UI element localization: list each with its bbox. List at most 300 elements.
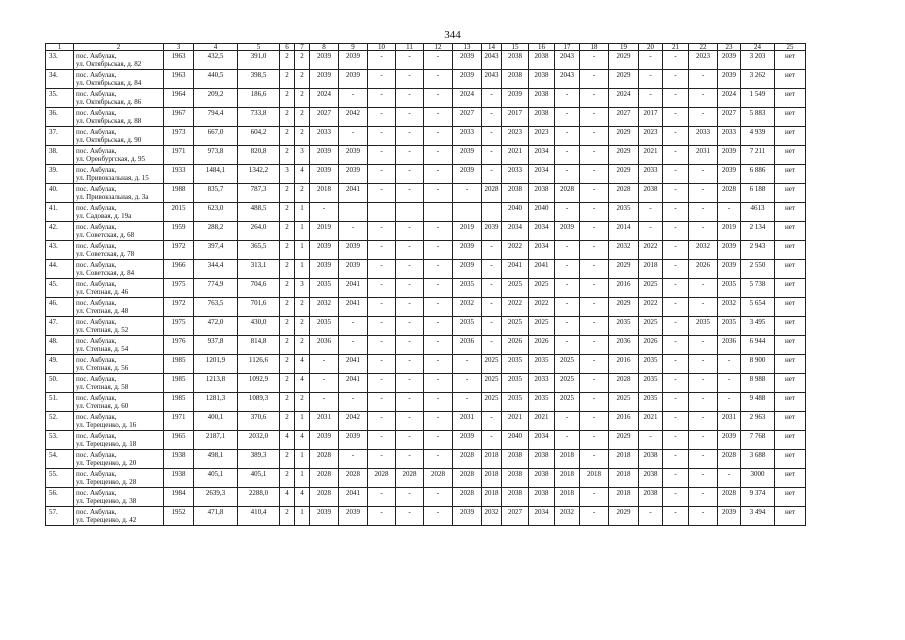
table-cell: 2039 (453, 241, 482, 260)
table-cell: 4 (295, 374, 310, 393)
address-cell: пос. Акбулак, ул. Оренбургская, д. 95 (74, 146, 164, 165)
table-cell: - (396, 184, 424, 203)
table-cell: - (396, 298, 424, 317)
table-cell: 2039 (718, 431, 741, 450)
table-cell: - (310, 355, 339, 374)
table-cell: 2038 (529, 51, 555, 70)
table-cell: 2029 (609, 431, 639, 450)
table-cell: 2035 (453, 279, 482, 298)
table-cell: нет (775, 222, 806, 241)
table-cell: 973,8 (194, 146, 238, 165)
column-number-cell: 9 (339, 44, 368, 51)
table-cell: - (663, 507, 689, 526)
table-cell: 2043 (482, 70, 502, 89)
table-cell: 2027 (310, 108, 339, 127)
table-row (46, 298, 806, 317)
table-cell: - (424, 127, 453, 146)
address-cell: пос. Акбулак, ул. Степная, д. 52 (74, 317, 164, 336)
table-cell: 3 (295, 279, 310, 298)
table-cell: 2028 (453, 488, 482, 507)
table-cell: 1938 (164, 450, 194, 469)
table-cell: 2029 (609, 165, 639, 184)
table-cell: 2 (295, 184, 310, 203)
row-number-cell: 53. (46, 431, 74, 450)
table-cell: 2 (295, 51, 310, 70)
table-cell: 9 488 (741, 393, 775, 412)
address-cell: пос. Акбулак, ул. Степная, д. 58 (74, 374, 164, 393)
table-cell: 2039 (555, 222, 580, 241)
address-cell: пос. Акбулак, ул. Степная, д. 48 (74, 298, 164, 317)
table-cell: 3 688 (741, 450, 775, 469)
table-cell: 2018 (609, 450, 639, 469)
table-cell: 2029 (609, 507, 639, 526)
table-cell: 288,2 (194, 222, 238, 241)
table-cell: 2027 (609, 108, 639, 127)
table-cell: - (555, 279, 580, 298)
table-cell: 1963 (164, 51, 194, 70)
address-cell: пос. Акбулак, ул. Советская, д. 78 (74, 241, 164, 260)
table-cell: - (396, 51, 424, 70)
row-number-cell: 54. (46, 450, 74, 469)
table-cell: 2 (295, 89, 310, 108)
table-cell: нет (775, 507, 806, 526)
table-cell: 2028 (424, 469, 453, 488)
table-cell: нет (775, 279, 806, 298)
table-cell: - (396, 165, 424, 184)
address-cell: пос. Акбулак, ул. Октябрьская, д. 84 (74, 70, 164, 89)
table-cell: 2039 (310, 260, 339, 279)
table-cell: нет (775, 450, 806, 469)
table-cell: - (580, 393, 609, 412)
table-cell: 2025 (502, 279, 529, 298)
table-cell: 2028 (310, 488, 339, 507)
table-cell: 2017 (502, 108, 529, 127)
table-cell: - (580, 127, 609, 146)
table-row (46, 488, 806, 507)
table-cell: - (663, 450, 689, 469)
table-cell: 2288,0 (238, 488, 280, 507)
table-cell: 2036 (718, 336, 741, 355)
table-cell: - (424, 108, 453, 127)
table-row (46, 393, 806, 412)
table-cell: 498,1 (194, 450, 238, 469)
table-cell: - (689, 450, 718, 469)
table-cell: 2038 (639, 184, 663, 203)
table-cell: - (663, 203, 689, 222)
table-cell: 2035 (718, 279, 741, 298)
table-cell: нет (775, 184, 806, 203)
table-cell: - (368, 336, 396, 355)
table-cell: 2041 (339, 184, 368, 203)
table-cell: - (580, 146, 609, 165)
table-cell: - (718, 374, 741, 393)
table-cell: - (368, 298, 396, 317)
table-cell: 2 (295, 127, 310, 146)
table-row (46, 260, 806, 279)
table-cell: 1201,9 (194, 355, 238, 374)
table-cell: 2034 (529, 146, 555, 165)
table-cell: - (689, 184, 718, 203)
table-cell: 432,5 (194, 51, 238, 70)
table-cell: 2018 (310, 184, 339, 203)
table-cell: 1975 (164, 317, 194, 336)
table-cell: - (639, 431, 663, 450)
table-cell: 2034 (529, 241, 555, 260)
address-cell: пос. Акбулак, ул. Терещенко, д. 16 (74, 412, 164, 431)
address-cell: пос. Акбулак, ул. Советская, д. 84 (74, 260, 164, 279)
table-cell: 814,8 (238, 336, 280, 355)
table-cell: 488,5 (238, 203, 280, 222)
table-cell: 2023 (689, 51, 718, 70)
table-cell: 2 (280, 355, 295, 374)
table-cell: 2 (280, 51, 295, 70)
column-number-cell: 10 (368, 44, 396, 51)
column-number-cell: 21 (663, 44, 689, 51)
table-cell: 2039 (310, 241, 339, 260)
table-cell: - (424, 241, 453, 260)
table-cell: нет (775, 165, 806, 184)
table-cell: 4 939 (741, 127, 775, 146)
table-cell: 1933 (164, 165, 194, 184)
table-cell: 1 (295, 507, 310, 526)
table-cell: - (689, 336, 718, 355)
table-cell: - (368, 241, 396, 260)
table-cell: 2 (295, 108, 310, 127)
table-cell: 2033 (718, 127, 741, 146)
table-cell: - (663, 355, 689, 374)
table-cell: 2023 (529, 127, 555, 146)
table-cell: 2035 (689, 317, 718, 336)
table-cell: 2025 (639, 317, 663, 336)
table-cell: 2025 (482, 355, 502, 374)
address-cell: пос. Акбулак, ул. Советская, д. 68 (74, 222, 164, 241)
table-cell: 1964 (164, 89, 194, 108)
table-cell: 2187,1 (194, 431, 238, 450)
table-cell: 2019 (718, 222, 741, 241)
table-cell: нет (775, 241, 806, 260)
table-cell: - (368, 165, 396, 184)
table-cell: 2025 (529, 279, 555, 298)
table-cell: 2035 (502, 374, 529, 393)
table-cell: 2 (280, 374, 295, 393)
table-cell: 2033 (529, 374, 555, 393)
table-cell: 3 262 (741, 70, 775, 89)
address-cell: пос. Акбулак, ул. Терещенко, д. 28 (74, 469, 164, 488)
table-cell: - (424, 89, 453, 108)
table-cell: 2032 (310, 298, 339, 317)
table-cell: 2035 (310, 279, 339, 298)
table-cell: - (396, 70, 424, 89)
column-number-cell: 1 (46, 44, 74, 51)
table-cell: 389,3 (238, 450, 280, 469)
table-cell: - (482, 108, 502, 127)
table-cell: 5 654 (741, 298, 775, 317)
table-cell: 9 374 (741, 488, 775, 507)
table-cell: 1966 (164, 260, 194, 279)
table-cell: 391,0 (238, 51, 280, 70)
table-cell: 1089,3 (238, 393, 280, 412)
table-cell (453, 203, 482, 222)
table-cell: - (396, 89, 424, 108)
table-row (46, 146, 806, 165)
table-cell: 2041 (339, 298, 368, 317)
table-cell: - (689, 298, 718, 317)
table-cell: 2035 (502, 393, 529, 412)
table-cell: 2025 (609, 393, 639, 412)
table-cell: - (396, 279, 424, 298)
table-cell: 2039 (310, 431, 339, 450)
column-number-cell: 25 (775, 44, 806, 51)
table-cell: - (663, 412, 689, 431)
table-row (46, 431, 806, 450)
row-number-cell: 43. (46, 241, 74, 260)
table-cell: 2025 (639, 279, 663, 298)
table-cell: - (689, 488, 718, 507)
table-cell: 2039 (339, 507, 368, 526)
table-cell: нет (775, 374, 806, 393)
table-cell: 2035 (639, 393, 663, 412)
table-cell: 2018 (482, 469, 502, 488)
table-cell: - (580, 336, 609, 355)
table-cell: - (663, 51, 689, 70)
table-cell: - (396, 355, 424, 374)
table-cell: - (689, 412, 718, 431)
table-cell: - (396, 431, 424, 450)
table-cell (368, 203, 396, 222)
table-cell: 2027 (502, 507, 529, 526)
table-cell: 2027 (453, 108, 482, 127)
table-cell: 2 (280, 279, 295, 298)
table-cell: 1972 (164, 241, 194, 260)
table-cell: - (396, 393, 424, 412)
table-cell: 2041 (339, 355, 368, 374)
table-cell: 405,1 (238, 469, 280, 488)
table-cell: 186,6 (238, 89, 280, 108)
column-number-cell: 15 (502, 44, 529, 51)
column-number-cell: 8 (310, 44, 339, 51)
table-cell: 2039 (339, 146, 368, 165)
row-number-cell: 33. (46, 51, 74, 70)
table-cell (396, 203, 424, 222)
table-cell: 2038 (529, 488, 555, 507)
table-cell: - (580, 108, 609, 127)
table-cell: 2041 (339, 488, 368, 507)
table-cell: - (424, 507, 453, 526)
row-number-cell: 40. (46, 184, 74, 203)
table-row (46, 469, 806, 488)
table-cell: 2029 (609, 51, 639, 70)
table-cell: - (580, 241, 609, 260)
table-cell: 2 (280, 203, 295, 222)
table-cell: 2032 (482, 507, 502, 526)
table-cell: - (639, 507, 663, 526)
table-cell: 787,3 (238, 184, 280, 203)
table-cell: 2039 (339, 165, 368, 184)
table-cell: - (368, 222, 396, 241)
table-cell: - (663, 184, 689, 203)
address-cell: пос. Акбулак, ул. Садовая, д. 19а (74, 203, 164, 222)
row-number-cell: 57. (46, 507, 74, 526)
table-cell: 1971 (164, 146, 194, 165)
table-cell: 2022 (529, 298, 555, 317)
column-number-cell: 19 (609, 44, 639, 51)
table-cell: - (663, 298, 689, 317)
table-row (46, 279, 806, 298)
table-cell: - (555, 241, 580, 260)
table-cell: 4 (295, 488, 310, 507)
table-cell: - (482, 412, 502, 431)
table-cell: - (639, 89, 663, 108)
table-cell: 2 (280, 393, 295, 412)
table-cell: 2041 (529, 260, 555, 279)
table-cell: - (424, 51, 453, 70)
table-cell: 2018 (639, 260, 663, 279)
table-cell: - (663, 393, 689, 412)
table-cell: - (396, 146, 424, 165)
table-cell: - (396, 412, 424, 431)
table-cell: - (580, 317, 609, 336)
table-cell: - (482, 241, 502, 260)
table-cell: 2038 (529, 108, 555, 127)
table-cell: 1 (295, 222, 310, 241)
row-number-cell: 41. (46, 203, 74, 222)
table-cell: нет (775, 336, 806, 355)
table-cell: - (310, 203, 339, 222)
table-cell: 2039 (718, 165, 741, 184)
table-cell: 2039 (310, 507, 339, 526)
table-cell: 2016 (609, 355, 639, 374)
column-number-cell: 22 (689, 44, 718, 51)
table-cell: 2 (295, 317, 310, 336)
table-cell: 1938 (164, 469, 194, 488)
table-cell: 2038 (502, 70, 529, 89)
table-cell: - (424, 374, 453, 393)
table-cell: - (368, 89, 396, 108)
table-cell: нет (775, 89, 806, 108)
column-number-cell: 2 (74, 44, 164, 51)
table-cell: - (580, 184, 609, 203)
column-number-cell: 6 (280, 44, 295, 51)
table-cell: 2039 (453, 165, 482, 184)
table-cell: 2035 (639, 355, 663, 374)
table-cell: 1985 (164, 393, 194, 412)
table-cell: 2028 (555, 184, 580, 203)
table-cell: 2018 (555, 469, 580, 488)
table-cell: - (424, 317, 453, 336)
column-number-cell: 13 (453, 44, 482, 51)
table-cell: 344,4 (194, 260, 238, 279)
table-cell: - (580, 165, 609, 184)
table-cell: - (339, 336, 368, 355)
address-cell: пос. Акбулак, ул. Терещенко, д. 18 (74, 431, 164, 450)
table-cell: 2 963 (741, 412, 775, 431)
row-number-cell: 48. (46, 336, 74, 355)
column-number-cell: 20 (639, 44, 663, 51)
table-cell: - (580, 412, 609, 431)
table-cell: 2038 (639, 450, 663, 469)
table-cell: 2 943 (741, 241, 775, 260)
column-number-cell: 3 (164, 44, 194, 51)
table-cell: 2040 (529, 203, 555, 222)
table-cell: нет (775, 431, 806, 450)
table-cell: 2038 (502, 450, 529, 469)
table-cell: - (689, 374, 718, 393)
address-cell: пос. Акбулак, ул. Привокзальная, д. 15 (74, 165, 164, 184)
table-cell: 2021 (639, 412, 663, 431)
table-cell: 2029 (609, 70, 639, 89)
table-cell: - (580, 355, 609, 374)
table-cell: 2035 (718, 317, 741, 336)
table-cell: 774,9 (194, 279, 238, 298)
table-cell: 2038 (502, 488, 529, 507)
row-number-cell: 34. (46, 70, 74, 89)
table-cell: 2639,3 (194, 488, 238, 507)
table-cell: 2036 (609, 336, 639, 355)
table-cell: 2035 (609, 317, 639, 336)
table-cell: - (718, 203, 741, 222)
table-cell: 2039 (718, 146, 741, 165)
address-cell: пос. Акбулак, ул. Терещенко, д. 38 (74, 488, 164, 507)
table-cell: 2028 (310, 450, 339, 469)
address-cell: пос. Акбулак, ул. Степная, д. 46 (74, 279, 164, 298)
table-cell: - (396, 222, 424, 241)
table-row (46, 70, 806, 89)
address-cell: пос. Акбулак, ул. Степная, д. 54 (74, 336, 164, 355)
table-cell: 8 988 (741, 374, 775, 393)
table-cell: нет (775, 469, 806, 488)
address-cell: пос. Акбулак, ул. Терещенко, д. 20 (74, 450, 164, 469)
table-cell: - (368, 488, 396, 507)
table-cell: 1 (295, 412, 310, 431)
table-cell: - (555, 260, 580, 279)
table-cell: 2025 (555, 355, 580, 374)
table-row (46, 241, 806, 260)
table-cell: 2029 (609, 298, 639, 317)
table-cell: 3 (295, 146, 310, 165)
table-cell: - (663, 336, 689, 355)
table-cell: - (482, 89, 502, 108)
table-cell: - (368, 393, 396, 412)
table-cell: 6 188 (741, 184, 775, 203)
table-cell: 2039 (453, 507, 482, 526)
table-cell: 2027 (718, 108, 741, 127)
table-cell: 3 495 (741, 317, 775, 336)
table-cell: - (663, 488, 689, 507)
table-cell: 2028 (453, 450, 482, 469)
column-number-cell: 14 (482, 44, 502, 51)
table-cell: - (339, 450, 368, 469)
table-cell: 2035 (609, 203, 639, 222)
table-cell: 2 (280, 317, 295, 336)
table-cell: нет (775, 146, 806, 165)
table-cell: 2028 (609, 374, 639, 393)
table-cell: 2034 (529, 507, 555, 526)
table-cell: - (368, 127, 396, 146)
table-cell: - (453, 374, 482, 393)
column-number-cell: 24 (741, 44, 775, 51)
table-cell: 2016 (609, 412, 639, 431)
table-row (46, 412, 806, 431)
table-cell: 1971 (164, 412, 194, 431)
row-number-cell: 36. (46, 108, 74, 127)
table-cell: 2038 (529, 450, 555, 469)
table-cell: 2 (280, 412, 295, 431)
table-cell: - (663, 165, 689, 184)
address-cell: пос. Акбулак, ул. Октябрьская, д. 86 (74, 89, 164, 108)
table-cell: 400,1 (194, 412, 238, 431)
table-cell: - (580, 488, 609, 507)
table-cell: - (453, 184, 482, 203)
